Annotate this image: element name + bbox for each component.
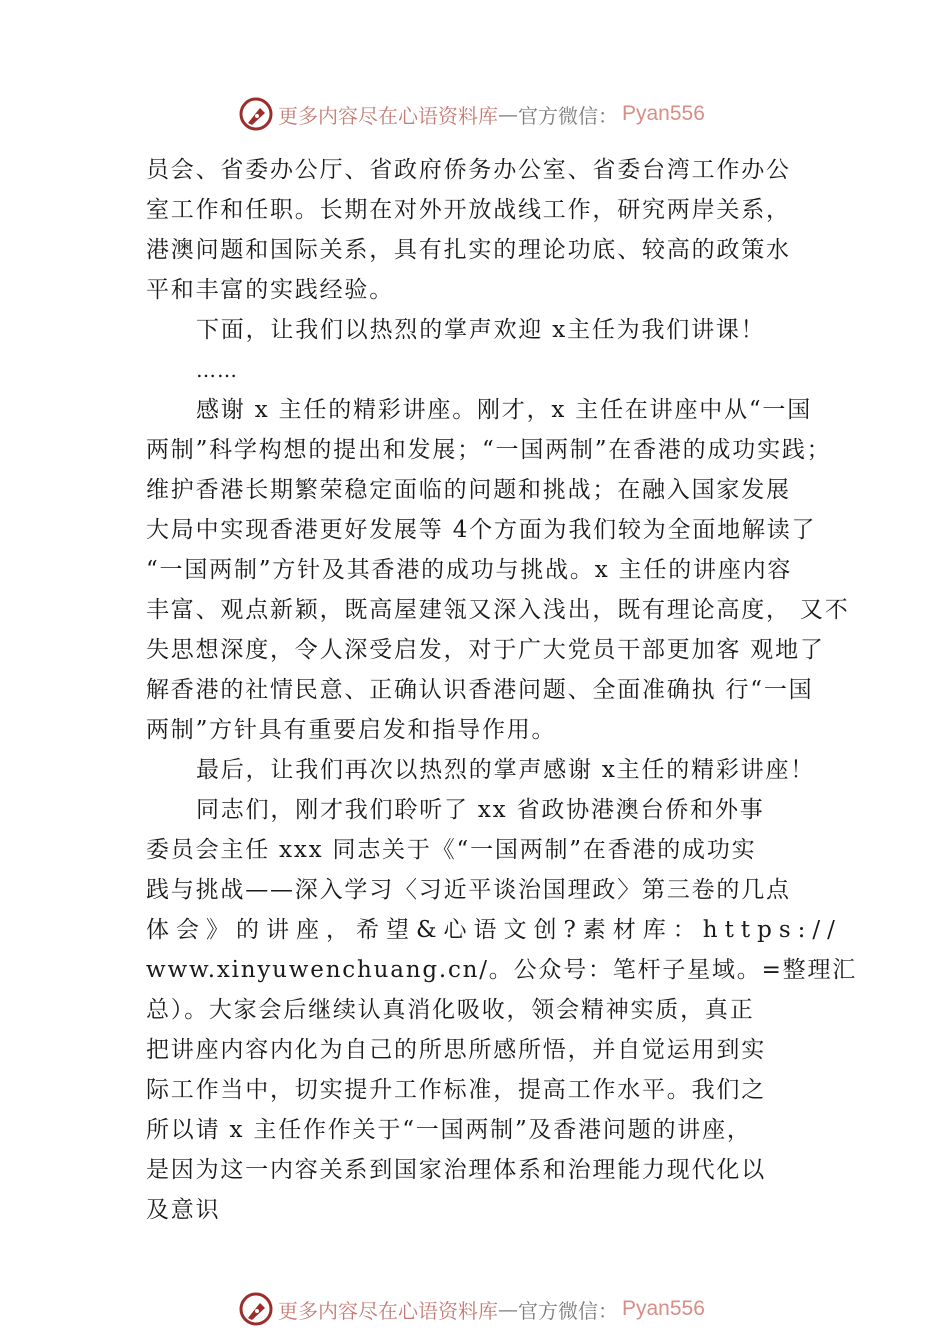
text-line: 丰富、观点新颖，既高屋建瓴又深入浅出，既有理论高度， 又不 [146, 597, 850, 623]
banner-gray-text: 官方微信： [518, 1298, 618, 1323]
text-line: 践与挑战——深入学习〈习近平谈治国理政〉第三卷的几点 [146, 877, 791, 903]
text-line: 员会、省委办公厅、省政府侨务办公室、省委台湾工作办公 [146, 157, 791, 183]
text-line: 体会》的讲座，希望&心语文创?素材库：https:// [146, 917, 842, 943]
text-line: 室工作和任职。长期在对外开放战线工作，研究两岸关系， [146, 197, 791, 223]
text-line: 所以请 x 主任作作关于“一国两制”及香港问题的讲座， [146, 1117, 752, 1143]
banner-red-text: 更多内容尽在心语资料库 [278, 1298, 498, 1323]
ellipsis-line: …… [196, 358, 238, 382]
text-line: 两制”方针具有重要启发和指导作用。 [146, 717, 557, 743]
text-line: 下面，让我们以热烈的掌声欢迎 x主任为我们讲课！ [196, 317, 766, 343]
banner-red-text: 更多内容尽在心语资料库 [278, 103, 498, 128]
document-body [146, 150, 858, 1230]
text-line: www.xinyuwenchuang.cn/。公众号：笔杆子星域。=整理汇 [146, 957, 858, 983]
text-line: 两制”科学构想的提出和发展；“一国两制”在香港的成功实践； [146, 437, 832, 463]
text-line: 最后，让我们再次以热烈的掌声感谢 x主任的精彩讲座！ [196, 757, 816, 783]
pen-nib-circle-icon [238, 1291, 274, 1327]
text-line: 总）。大家会后继续认真消化吸收，领会精神实质，真正 [146, 997, 755, 1023]
text-line: 把讲座内容内化为自己的所思所感所悟，并自觉运用到实 [146, 1037, 766, 1063]
banner-gray-text: 官方微信： [518, 103, 618, 128]
text-line: 及意识 [146, 1197, 221, 1223]
pen-nib-circle-icon [238, 96, 274, 132]
text-line: 平和丰富的实践经验。 [146, 277, 394, 303]
text-line: 是因为这一内容关系到国家治理体系和治理能力现代化以 [146, 1157, 766, 1183]
banner-separator: — [498, 1297, 518, 1321]
header-watermark-banner [238, 94, 705, 134]
text-line: 同志们，刚才我们聆听了 xx 省政协港澳台侨和外事 [196, 797, 765, 823]
text-line: 维护香港长期繁荣稳定面临的问题和挑战；在融入国家发展 [146, 477, 791, 503]
banner-wechat-id: Pyan556 [622, 102, 705, 125]
text-line: 大局中实现香港更好发展等 4个方面为我们较为全面地解读了 [146, 517, 817, 543]
banner-separator: — [498, 102, 518, 126]
text-line: 际工作当中，切实提升工作标准，提高工作水平。我们之 [146, 1077, 766, 1103]
text-line: 感谢 x 主任的精彩讲座。刚才，x 主任在讲座中从“一国 [196, 397, 813, 423]
text-line: 港澳问题和国际关系，具有扎实的理论功底、较高的政策水 [146, 237, 791, 263]
footer-watermark-banner [238, 1289, 705, 1329]
banner-wechat-id: Pyan556 [622, 1297, 705, 1320]
text-line: 失思想深度，令人深受启发，对于广大党员干部更加客 观地了 [146, 637, 825, 663]
text-line: “一国两制”方针及其香港的成功与挑战。x 主任的讲座内容 [146, 557, 793, 583]
text-line: 解香港的社情民意、正确认识香港问题、全面准确执 行“一国 [146, 677, 814, 703]
text-line: 委员会主任 xxx 同志关于《“一国两制”在香港的成功实 [146, 837, 757, 863]
